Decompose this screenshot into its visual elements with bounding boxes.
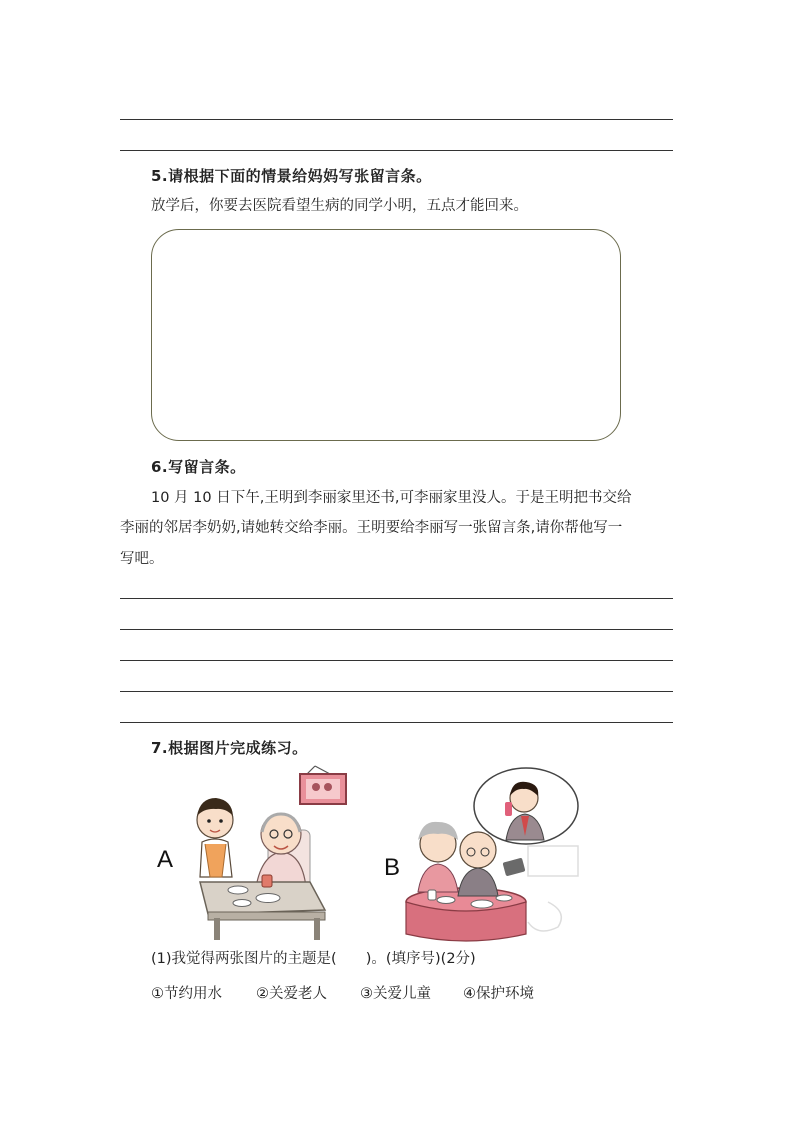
picture-b-illustration bbox=[378, 762, 590, 942]
note-writing-box[interactable] bbox=[151, 229, 621, 441]
question-6-text-line: 李丽的邻居李奶奶,请她转交给李丽。王明要给李丽写一张留言条,请你帮他写一 bbox=[120, 520, 623, 536]
option-3: ③关爱儿童 bbox=[360, 986, 431, 1002]
answer-line[interactable] bbox=[120, 722, 673, 723]
answer-line bbox=[120, 119, 673, 120]
answer-line[interactable] bbox=[120, 660, 673, 661]
question-5-prompt: 放学后，你要去医院看望生病的同学小明，五点才能回来。 bbox=[151, 198, 528, 214]
answer-line bbox=[120, 150, 673, 151]
question-5-title: 5.请根据下面的情景给妈妈写张留言条。 bbox=[151, 167, 432, 185]
question-6-text-line: 写吧。 bbox=[120, 551, 164, 567]
picture-b-label: B bbox=[384, 854, 401, 881]
answer-line[interactable] bbox=[120, 691, 673, 692]
question-6-title: 6.写留言条。 bbox=[151, 458, 246, 476]
option-4: ④保护环境 bbox=[463, 986, 534, 1002]
question-7-sub-1: (1)我觉得两张图片的主题是( )。(填序号)(2分) bbox=[151, 951, 476, 967]
question-7-title: 7.根据图片完成练习。 bbox=[151, 739, 308, 757]
option-2: ②关爱老人 bbox=[256, 986, 327, 1002]
picture-a-illustration bbox=[150, 762, 360, 942]
answer-line[interactable] bbox=[120, 629, 673, 630]
picture-a-label: A bbox=[157, 846, 174, 873]
answer-line[interactable] bbox=[120, 598, 673, 599]
option-1: ①节约用水 bbox=[151, 986, 222, 1002]
question-6-text-line: 10 月 10 日下午,王明到李丽家里还书,可李丽家里没人。于是王明把书交给 bbox=[151, 490, 632, 506]
